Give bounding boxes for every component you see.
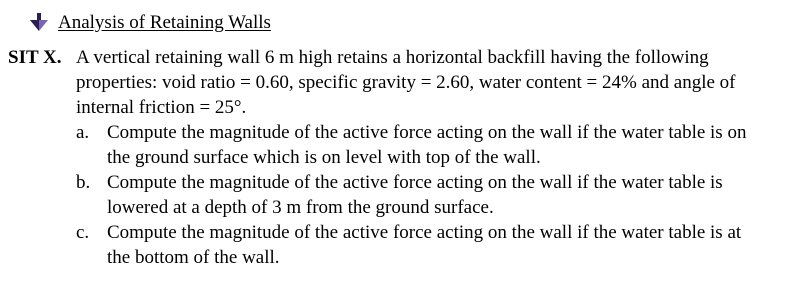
problem-statement: A vertical retaining wall 6 m high retains a horizontal backfill having the following properties: void ratio = 0.60, specific gravity = 2.60, water content = 24% and angle of internal friction = 25°.	[76, 47, 736, 118]
list-item-b	[76, 170, 766, 220]
item-letter: c.	[76, 222, 90, 243]
item-text: Compute the magnitude of the active force acting on the wall if the water table is at the bottom of the wall.	[107, 222, 742, 268]
item-text: Compute the magnitude of the active force acting on the wall if the water table is on the ground surface which is on level with top of the wall.	[107, 122, 747, 168]
section-title: Analysis of Retaining Walls	[58, 11, 271, 33]
list-item-c	[76, 220, 766, 270]
item-text: Compute the magnitude of the active force acting on the wall if the water table is lowered at a depth of 3 m from the ground surface.	[107, 172, 723, 218]
item-letter: a.	[76, 122, 90, 143]
list-item-a	[76, 120, 766, 170]
section-heading	[28, 9, 271, 35]
problem-label: SIT X.	[8, 47, 62, 68]
bullet-arrow-icon	[28, 11, 50, 33]
item-letter: b.	[76, 172, 91, 193]
